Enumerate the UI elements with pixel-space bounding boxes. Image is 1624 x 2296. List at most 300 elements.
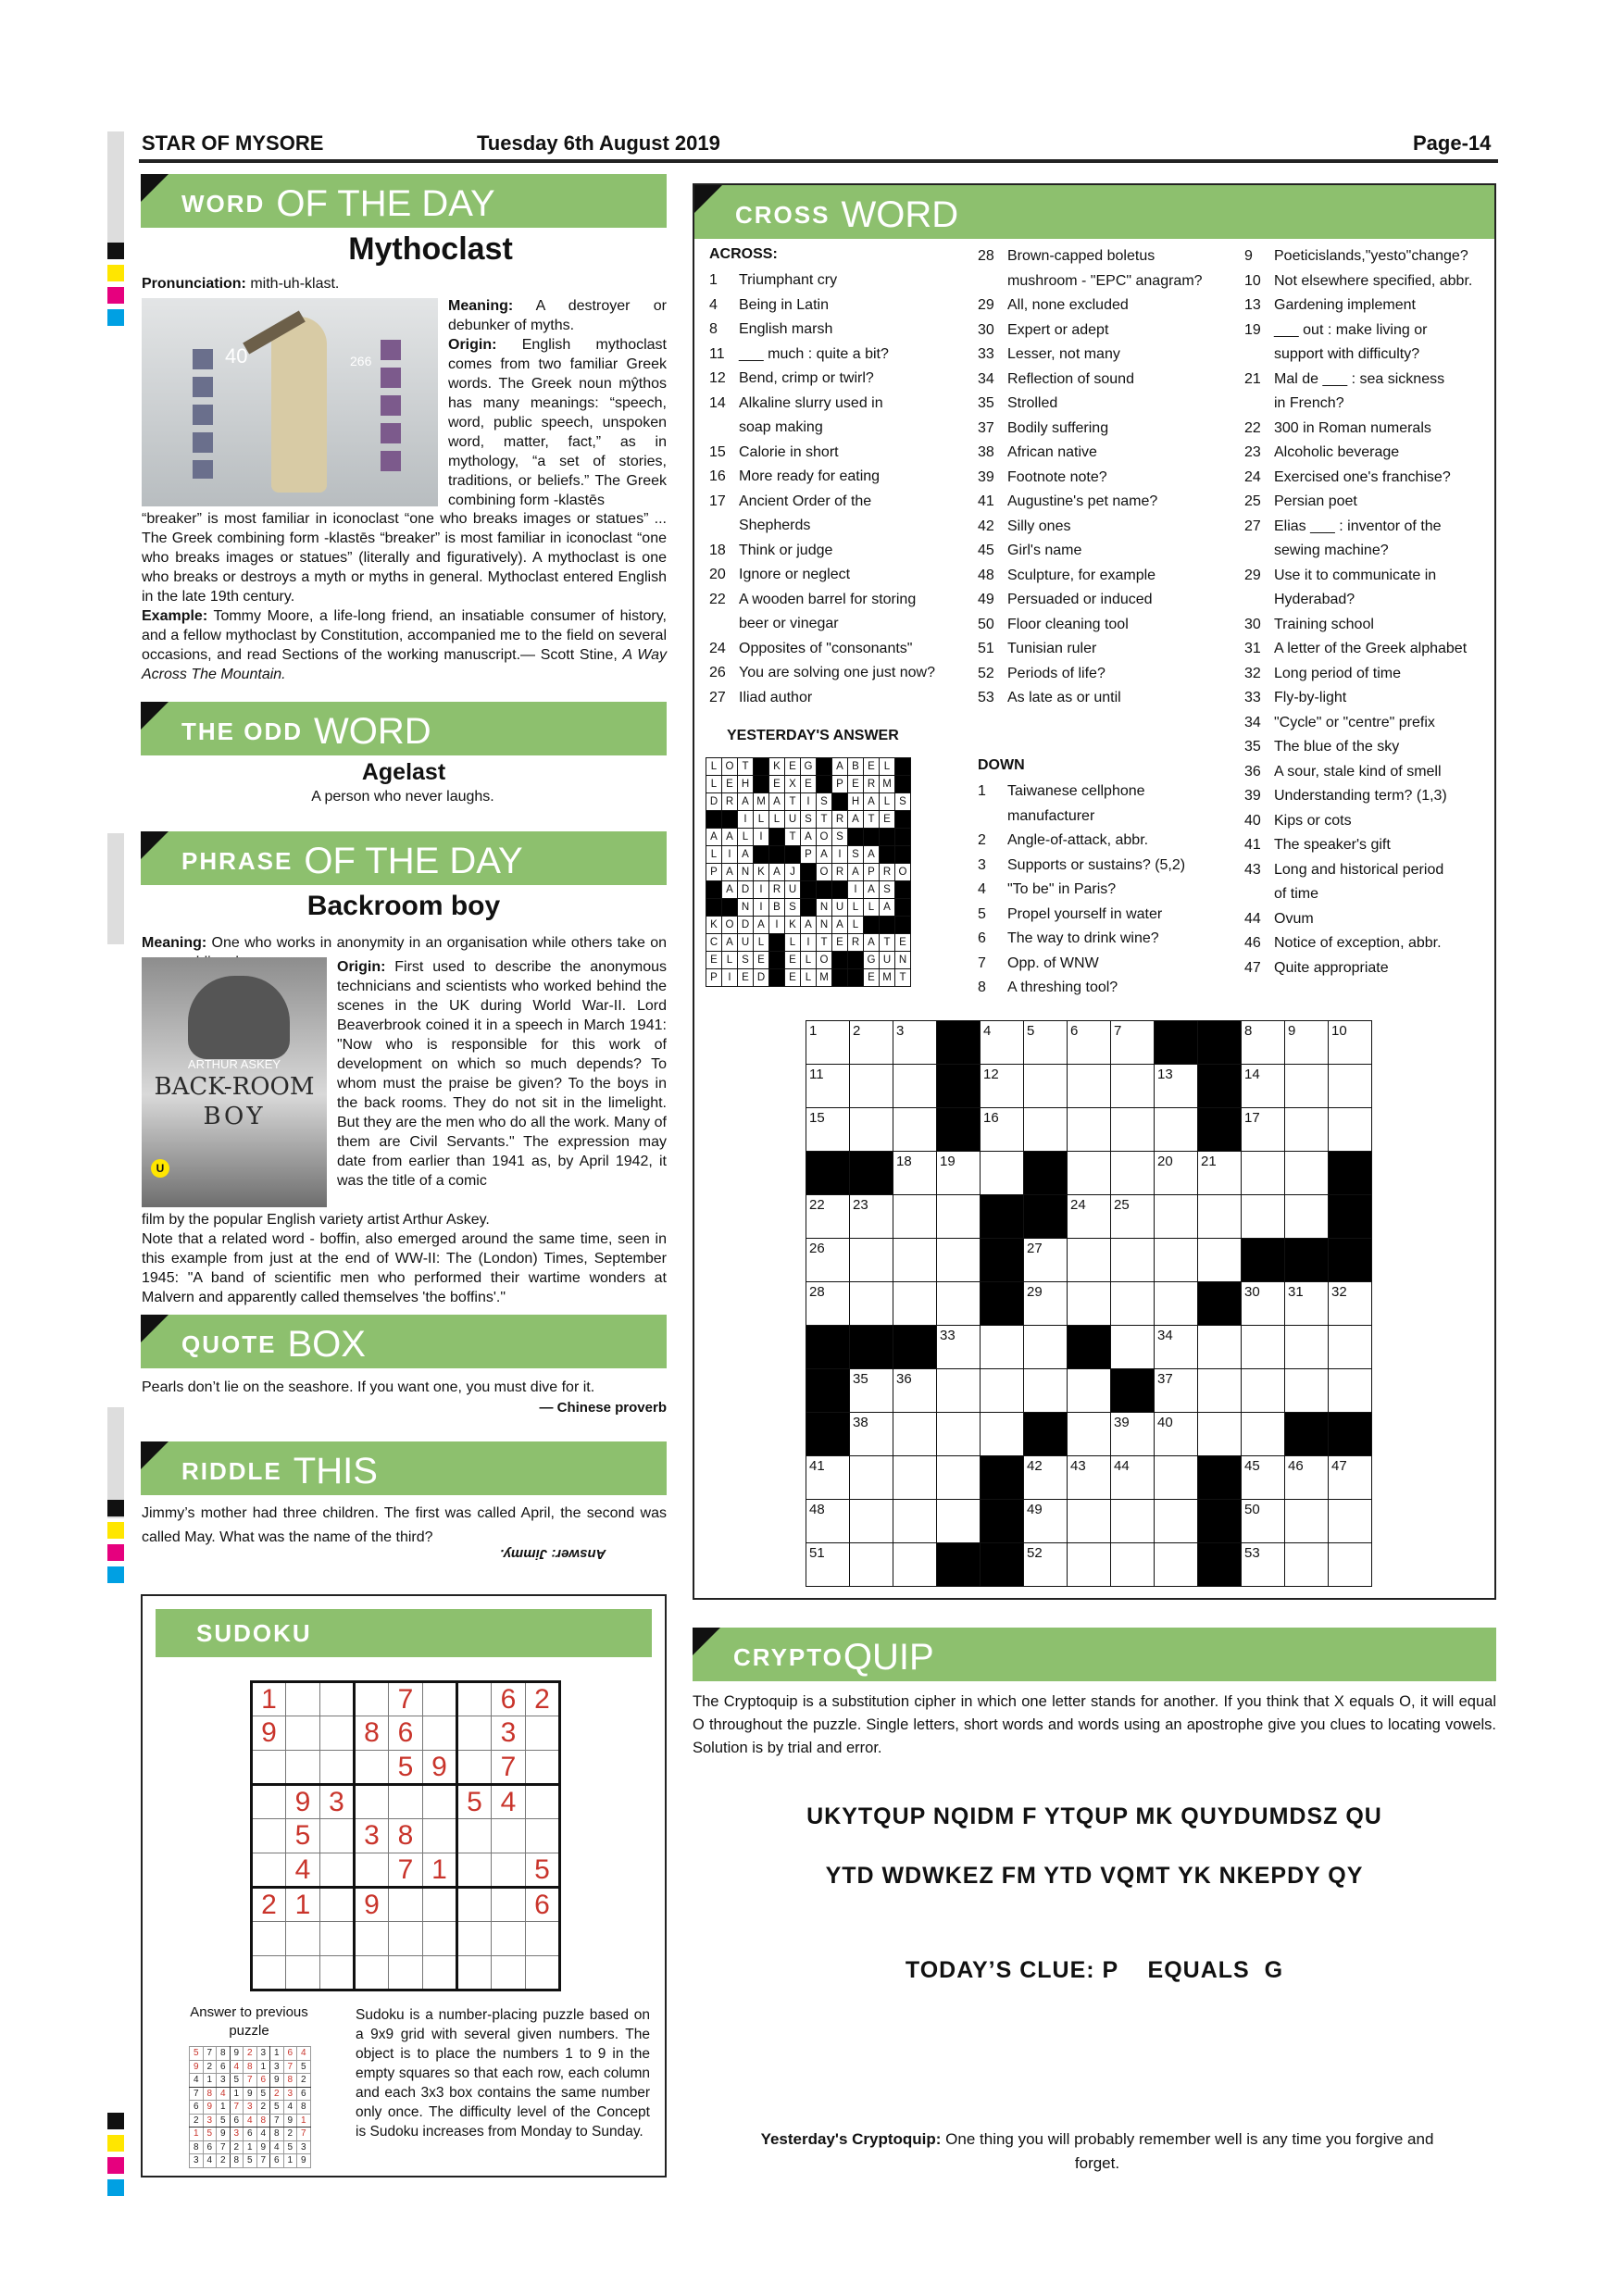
paper-name: STAR OF MYSORE bbox=[142, 131, 324, 155]
crossword-cell[interactable] bbox=[1285, 1152, 1329, 1195]
sudoku-cell[interactable] bbox=[286, 1956, 320, 1990]
sudoku-cell[interactable] bbox=[355, 1956, 389, 1990]
sudoku-answer-cell: 3 bbox=[244, 2101, 257, 2115]
sudoku-cell[interactable] bbox=[423, 1922, 457, 1956]
crossword-cell[interactable]: 22 bbox=[806, 1195, 850, 1239]
crossword-cell[interactable]: 8 bbox=[1242, 1021, 1285, 1065]
sudoku-cell[interactable]: 7 bbox=[389, 1853, 423, 1888]
crossword-cell[interactable]: 23 bbox=[850, 1195, 893, 1239]
crossword-black-cell bbox=[850, 1326, 893, 1369]
crossword-cell[interactable]: 32 bbox=[1329, 1282, 1372, 1326]
crossword-cell[interactable] bbox=[1329, 1065, 1372, 1108]
clue-text: Footnote note? bbox=[1007, 468, 1107, 485]
crossword-cell[interactable]: 12 bbox=[981, 1065, 1024, 1108]
crossword-cell[interactable] bbox=[1242, 1413, 1285, 1456]
sudoku-cell[interactable] bbox=[252, 1922, 286, 1956]
crossword-cell[interactable] bbox=[1068, 1369, 1111, 1413]
clue-text: A sour, stale kind of smell bbox=[1274, 763, 1442, 780]
crossword-cell[interactable] bbox=[1068, 1152, 1111, 1195]
sudoku-cell[interactable]: 6 bbox=[526, 1888, 560, 1922]
sudoku-cell[interactable]: 5 bbox=[389, 1751, 423, 1785]
power-level-label: 40 bbox=[225, 344, 248, 368]
crossword-cell[interactable]: 36 bbox=[893, 1369, 937, 1413]
crossword-cell[interactable]: 50 bbox=[1242, 1500, 1285, 1543]
sudoku-cell[interactable]: 7 bbox=[389, 1682, 423, 1716]
crossword-cell[interactable]: 21 bbox=[1198, 1152, 1242, 1195]
crossword-cell[interactable] bbox=[981, 1369, 1024, 1413]
answer-cell: A bbox=[754, 917, 769, 934]
sudoku-cell[interactable]: 5 bbox=[286, 1819, 320, 1853]
crossword-cell[interactable]: 18 bbox=[893, 1152, 937, 1195]
banner-corner bbox=[141, 831, 169, 859]
crossword-cell[interactable] bbox=[937, 1369, 981, 1413]
clue-text: Lesser, not many bbox=[1007, 346, 1120, 362]
crossword-cell[interactable] bbox=[893, 1108, 937, 1152]
sudoku-cell[interactable]: 9 bbox=[286, 1785, 320, 1819]
crossword-cell[interactable] bbox=[850, 1239, 893, 1282]
crossword-cell[interactable]: 47 bbox=[1329, 1456, 1372, 1500]
answer-cell: I bbox=[754, 899, 769, 917]
clue-continuation bbox=[1244, 343, 1472, 368]
sudoku-answer-cell: 7 bbox=[256, 2154, 270, 2168]
sudoku-cell[interactable] bbox=[252, 1853, 286, 1888]
crossword-cell[interactable]: 29 bbox=[1024, 1282, 1068, 1326]
sudoku-cell[interactable]: 3 bbox=[492, 1716, 526, 1751]
crossword-cell[interactable]: 40 bbox=[1155, 1413, 1198, 1456]
crossword-cell[interactable] bbox=[1024, 1369, 1068, 1413]
sudoku-cell[interactable] bbox=[252, 1819, 286, 1853]
crossword-cell[interactable] bbox=[1242, 1152, 1285, 1195]
crossword-clue bbox=[978, 903, 1185, 928]
clue-number: 4 bbox=[978, 881, 986, 897]
clue-number: 21 bbox=[1244, 370, 1261, 387]
crossword-black-cell bbox=[981, 1239, 1024, 1282]
banner-large-text: THIS bbox=[293, 1451, 378, 1491]
sudoku-answer-cell: 6 bbox=[297, 2087, 311, 2101]
crossword-cell[interactable]: 24 bbox=[1068, 1195, 1111, 1239]
answer-black-cell bbox=[895, 776, 911, 793]
crossword-cell[interactable] bbox=[1198, 1195, 1242, 1239]
sudoku-answer-cell: 5 bbox=[244, 2154, 257, 2168]
crossword-cell[interactable] bbox=[1111, 1543, 1155, 1587]
example-source: A Way Across The Mountain. bbox=[142, 647, 668, 682]
icon-column-right bbox=[381, 340, 401, 479]
crossword-cell[interactable] bbox=[937, 1195, 981, 1239]
crossword-cell[interactable] bbox=[850, 1282, 893, 1326]
crossword-cell[interactable] bbox=[1198, 1239, 1242, 1282]
sudoku-cell[interactable] bbox=[492, 1922, 526, 1956]
crossword-clue bbox=[1244, 318, 1472, 343]
crossword-cell[interactable] bbox=[937, 1413, 981, 1456]
sudoku-cell[interactable] bbox=[389, 1888, 423, 1922]
banner-corner bbox=[141, 1315, 169, 1342]
crossword-cell[interactable] bbox=[1329, 1369, 1372, 1413]
crossword-cell[interactable] bbox=[1242, 1195, 1285, 1239]
crossword-clue bbox=[709, 539, 935, 564]
crossword-cell[interactable]: 35 bbox=[850, 1369, 893, 1413]
crossword-cell[interactable] bbox=[893, 1413, 937, 1456]
sudoku-cell[interactable]: 6 bbox=[389, 1716, 423, 1751]
sudoku-cell[interactable] bbox=[320, 1853, 355, 1888]
clue-text: beer or vinegar bbox=[739, 616, 839, 631]
sudoku-cell[interactable] bbox=[492, 1819, 526, 1853]
crossword-cell[interactable] bbox=[1111, 1282, 1155, 1326]
crossword-cell[interactable] bbox=[1155, 1239, 1198, 1282]
answer-cell: E bbox=[706, 952, 722, 969]
sudoku-cell[interactable] bbox=[286, 1716, 320, 1751]
crossword-cell[interactable]: 38 bbox=[850, 1413, 893, 1456]
crossword-cell[interactable] bbox=[1155, 1195, 1198, 1239]
crossword-cell[interactable]: 42 bbox=[1024, 1456, 1068, 1500]
crossword-clue bbox=[1244, 515, 1472, 540]
sudoku-cell[interactable]: 2 bbox=[252, 1888, 286, 1922]
crossword-cell[interactable]: 41 bbox=[806, 1456, 850, 1500]
crossword-cell[interactable] bbox=[1111, 1326, 1155, 1369]
banner-small-text: THE ODD bbox=[181, 718, 303, 745]
crossword-cell[interactable] bbox=[1155, 1500, 1198, 1543]
crossword-cell[interactable]: 30 bbox=[1242, 1282, 1285, 1326]
crossword-cell[interactable] bbox=[1285, 1108, 1329, 1152]
crossword-clue bbox=[709, 293, 935, 318]
crossword-cell[interactable]: 17 bbox=[1242, 1108, 1285, 1152]
sudoku-cell[interactable] bbox=[252, 1751, 286, 1785]
origin-label: Origin: bbox=[448, 337, 497, 353]
sudoku-cell[interactable]: 7 bbox=[492, 1751, 526, 1785]
sudoku-cell[interactable] bbox=[355, 1922, 389, 1956]
crossword-cell[interactable] bbox=[1068, 1543, 1111, 1587]
crossword-cell[interactable] bbox=[1242, 1369, 1285, 1413]
crossword-cell[interactable] bbox=[893, 1543, 937, 1587]
sudoku-cell[interactable]: 2 bbox=[526, 1682, 560, 1716]
sudoku-cell[interactable] bbox=[389, 1785, 423, 1819]
sudoku-cell[interactable] bbox=[423, 1819, 457, 1853]
sudoku-cell[interactable] bbox=[320, 1682, 355, 1716]
crossword-cell[interactable] bbox=[850, 1456, 893, 1500]
sudoku-cell[interactable] bbox=[423, 1716, 457, 1751]
crossword-cell[interactable]: 4 bbox=[981, 1021, 1024, 1065]
crossword-cell[interactable] bbox=[893, 1456, 937, 1500]
crossword-cell[interactable]: 25 bbox=[1111, 1195, 1155, 1239]
answer-cell: G bbox=[864, 952, 880, 969]
sudoku-grid[interactable] bbox=[250, 1680, 561, 1991]
crossword-clue bbox=[709, 686, 935, 711]
cryptoquip-clue: TODAY’S CLUE: P EQUALS G bbox=[905, 1957, 1284, 1983]
clue-text: Tunisian ruler bbox=[1007, 641, 1097, 656]
clue-continuation bbox=[709, 514, 935, 539]
clue-text: The way to drink wine? bbox=[1007, 930, 1159, 946]
crossword-cell[interactable] bbox=[893, 1500, 937, 1543]
crossword-cell[interactable] bbox=[1155, 1456, 1198, 1500]
sudoku-answer-cell: 6 bbox=[203, 2140, 217, 2154]
sudoku-cell[interactable]: 9 bbox=[252, 1716, 286, 1751]
sudoku-cell[interactable] bbox=[457, 1922, 492, 1956]
clue-number: 18 bbox=[709, 542, 726, 558]
sudoku-cell[interactable] bbox=[526, 1956, 560, 1990]
answer-cell: M bbox=[880, 776, 895, 793]
crossword-cell[interactable]: 15 bbox=[806, 1108, 850, 1152]
sudoku-answer-cell: 5 bbox=[230, 2074, 244, 2088]
crossword-clue bbox=[709, 490, 935, 515]
crossword-cell[interactable]: 10 bbox=[1329, 1021, 1372, 1065]
sudoku-cell[interactable] bbox=[320, 1956, 355, 1990]
sudoku-cell[interactable] bbox=[355, 1751, 389, 1785]
crossword-clue bbox=[1244, 809, 1472, 834]
crossword-cell[interactable] bbox=[981, 1413, 1024, 1456]
yesterday-cryptoquip-text: One thing you will probably remember well is any time you forgive and forget. bbox=[941, 2130, 1434, 2172]
crossword-cell[interactable]: 48 bbox=[806, 1500, 850, 1543]
crossword-cell[interactable] bbox=[1198, 1413, 1242, 1456]
clue-number: 45 bbox=[978, 543, 994, 558]
sudoku-cell[interactable] bbox=[526, 1785, 560, 1819]
sudoku-cell[interactable] bbox=[252, 1785, 286, 1819]
answer-black-cell bbox=[754, 846, 769, 864]
crossword-clue bbox=[978, 417, 1203, 442]
crossword-clue bbox=[709, 268, 935, 293]
crossword-cell[interactable]: 2 bbox=[850, 1021, 893, 1065]
crossword-cell[interactable]: 7 bbox=[1111, 1021, 1155, 1065]
sudoku-cell[interactable] bbox=[457, 1819, 492, 1853]
banner-large-text: OF THE DAY bbox=[304, 841, 523, 881]
sudoku-cell[interactable] bbox=[423, 1785, 457, 1819]
sudoku-cell[interactable]: 1 bbox=[423, 1853, 457, 1888]
sudoku-cell[interactable] bbox=[457, 1751, 492, 1785]
sudoku-cell[interactable]: 3 bbox=[320, 1785, 355, 1819]
sudoku-cell[interactable] bbox=[286, 1922, 320, 1956]
crossword-cell[interactable]: 27 bbox=[1024, 1239, 1068, 1282]
sudoku-answer-cell: 3 bbox=[297, 2140, 311, 2154]
sudoku-cell[interactable]: 1 bbox=[286, 1888, 320, 1922]
answer-cell: L bbox=[706, 758, 722, 776]
clue-text: Notice of exception, abbr. bbox=[1274, 935, 1442, 951]
sudoku-cell[interactable] bbox=[320, 1922, 355, 1956]
crossword-cell[interactable] bbox=[1024, 1326, 1068, 1369]
clue-number: 5 bbox=[978, 905, 986, 922]
sudoku-cell[interactable]: 5 bbox=[457, 1785, 492, 1819]
crossword-cell[interactable] bbox=[1285, 1195, 1329, 1239]
crossword-cell[interactable]: 53 bbox=[1242, 1543, 1285, 1587]
clue-continuation bbox=[709, 416, 935, 441]
crossword-cell[interactable]: 49 bbox=[1024, 1500, 1068, 1543]
sudoku-cell[interactable] bbox=[492, 1888, 526, 1922]
sudoku-cell[interactable] bbox=[457, 1853, 492, 1888]
crossword-cell[interactable]: 34 bbox=[1155, 1326, 1198, 1369]
answer-cell: I bbox=[754, 881, 769, 899]
crossword-cell[interactable]: 3 bbox=[893, 1021, 937, 1065]
answer-black-cell bbox=[895, 917, 911, 934]
sudoku-cell[interactable] bbox=[389, 1956, 423, 1990]
crossword-cell[interactable] bbox=[1068, 1282, 1111, 1326]
crossword-cell[interactable]: 52 bbox=[1024, 1543, 1068, 1587]
crossword-cell[interactable] bbox=[893, 1239, 937, 1282]
answer-cell: U bbox=[738, 934, 754, 952]
crossword-cell[interactable]: 46 bbox=[1285, 1456, 1329, 1500]
crossword-cell[interactable]: 9 bbox=[1285, 1021, 1329, 1065]
registration-bar-top bbox=[107, 131, 124, 243]
sudoku-cell[interactable] bbox=[492, 1956, 526, 1990]
sudoku-cell[interactable] bbox=[526, 1716, 560, 1751]
crossword-cell[interactable] bbox=[1285, 1500, 1329, 1543]
crossword-cell[interactable] bbox=[1198, 1326, 1242, 1369]
crossword-cell[interactable] bbox=[937, 1282, 981, 1326]
clue-text: Ovum bbox=[1274, 910, 1314, 927]
crossword-black-cell bbox=[937, 1065, 981, 1108]
answer-cell: B bbox=[848, 758, 864, 776]
crossword-cell[interactable] bbox=[1329, 1543, 1372, 1587]
crossword-cell[interactable]: 5 bbox=[1024, 1021, 1068, 1065]
registration-mark bbox=[107, 2113, 124, 2129]
crossword-cell[interactable] bbox=[1198, 1369, 1242, 1413]
crossword-cell[interactable] bbox=[937, 1456, 981, 1500]
crossword-cell[interactable] bbox=[937, 1239, 981, 1282]
crossword-cell[interactable]: 1 bbox=[806, 1021, 850, 1065]
crossword-cell[interactable]: 43 bbox=[1068, 1456, 1111, 1500]
sudoku-cell[interactable] bbox=[526, 1819, 560, 1853]
crossword-cell[interactable]: 6 bbox=[1068, 1021, 1111, 1065]
sudoku-cell[interactable] bbox=[320, 1751, 355, 1785]
sudoku-cell[interactable]: 8 bbox=[389, 1819, 423, 1853]
crossword-cell[interactable] bbox=[893, 1282, 937, 1326]
crossword-cell[interactable] bbox=[1242, 1326, 1285, 1369]
clue-text: A letter of the Greek alphabet bbox=[1274, 641, 1468, 656]
banner-small-text: SUDOKU bbox=[196, 1619, 312, 1647]
sudoku-answer-cell: 8 bbox=[244, 2060, 257, 2074]
crossword-cell[interactable] bbox=[1111, 1239, 1155, 1282]
light-level-label: 266 bbox=[350, 354, 372, 368]
sudoku-cell[interactable] bbox=[423, 1682, 457, 1716]
sudoku-cell[interactable] bbox=[320, 1888, 355, 1922]
crossword-cell[interactable] bbox=[981, 1152, 1024, 1195]
sudoku-cell[interactable] bbox=[492, 1853, 526, 1888]
crossword-cell[interactable]: 39 bbox=[1111, 1413, 1155, 1456]
sudoku-cell[interactable] bbox=[457, 1716, 492, 1751]
crossword-cell[interactable] bbox=[1111, 1065, 1155, 1108]
sudoku-cell[interactable] bbox=[457, 1956, 492, 1990]
crossword-cell[interactable] bbox=[1111, 1152, 1155, 1195]
riddle-banner bbox=[141, 1441, 667, 1495]
crossword-cell[interactable]: 19 bbox=[937, 1152, 981, 1195]
answer-cell: E bbox=[880, 811, 895, 829]
sudoku-cell[interactable]: 4 bbox=[286, 1853, 320, 1888]
crossword-cell[interactable] bbox=[1068, 1500, 1111, 1543]
clue-number: 44 bbox=[1244, 910, 1261, 927]
registration-mark bbox=[107, 1544, 124, 1561]
clue-number: 12 bbox=[709, 370, 726, 386]
sudoku-cell[interactable] bbox=[286, 1682, 320, 1716]
crossword-cell[interactable] bbox=[1285, 1543, 1329, 1587]
crossword-cell[interactable]: 44 bbox=[1111, 1456, 1155, 1500]
crossword-cell[interactable] bbox=[1068, 1413, 1111, 1456]
clue-number: 35 bbox=[1244, 739, 1261, 755]
sudoku-cell[interactable]: 9 bbox=[355, 1888, 389, 1922]
crossword-cell[interactable] bbox=[1111, 1108, 1155, 1152]
crossword-cell[interactable] bbox=[1155, 1108, 1198, 1152]
crossword-cell[interactable]: 16 bbox=[981, 1108, 1024, 1152]
crossword-cell[interactable]: 20 bbox=[1155, 1152, 1198, 1195]
sudoku-cell[interactable] bbox=[423, 1956, 457, 1990]
crossword-cell[interactable] bbox=[850, 1065, 893, 1108]
crossword-cell[interactable] bbox=[1285, 1065, 1329, 1108]
crossword-black-cell bbox=[1024, 1195, 1068, 1239]
sudoku-cell[interactable] bbox=[355, 1785, 389, 1819]
sudoku-cell[interactable] bbox=[252, 1956, 286, 1990]
riddle-answer-upside-down: Answer: Jimmy. bbox=[500, 1546, 606, 1562]
crossword-cell[interactable] bbox=[1068, 1108, 1111, 1152]
sudoku-cell[interactable] bbox=[389, 1922, 423, 1956]
crossword-cell[interactable] bbox=[850, 1500, 893, 1543]
sudoku-answer-grid bbox=[189, 2046, 311, 2168]
crossword-cell[interactable] bbox=[1329, 1326, 1372, 1369]
sudoku-answer-cell: 5 bbox=[190, 2047, 204, 2061]
crossword-cell[interactable] bbox=[1111, 1500, 1155, 1543]
sudoku-cell[interactable] bbox=[526, 1922, 560, 1956]
crossword-cell[interactable] bbox=[893, 1195, 937, 1239]
crossword-grid[interactable] bbox=[806, 1020, 1372, 1587]
sudoku-cell[interactable] bbox=[355, 1682, 389, 1716]
sudoku-cell[interactable]: 9 bbox=[423, 1751, 457, 1785]
crossword-cell[interactable]: 37 bbox=[1155, 1369, 1198, 1413]
crossword-cell[interactable] bbox=[1024, 1065, 1068, 1108]
crossword-cell[interactable] bbox=[850, 1108, 893, 1152]
sudoku-cell[interactable]: 8 bbox=[355, 1716, 389, 1751]
crossword-cell[interactable] bbox=[893, 1065, 937, 1108]
crossword-cell[interactable] bbox=[981, 1326, 1024, 1369]
riddle-text: Jimmy’s mother had three children. The first was called April, the second was called May. What was the name of the third? bbox=[142, 1505, 667, 1545]
crossword-cell[interactable] bbox=[1155, 1282, 1198, 1326]
sudoku-cell[interactable] bbox=[457, 1682, 492, 1716]
crossword-cell[interactable]: 11 bbox=[806, 1065, 850, 1108]
sudoku-cell[interactable]: 3 bbox=[355, 1819, 389, 1853]
crossword-cell[interactable]: 28 bbox=[806, 1282, 850, 1326]
crossword-cell[interactable] bbox=[1068, 1239, 1111, 1282]
sudoku-cell[interactable]: 5 bbox=[526, 1853, 560, 1888]
crossword-cell[interactable] bbox=[1068, 1065, 1111, 1108]
sudoku-cell[interactable] bbox=[457, 1888, 492, 1922]
crossword-cell[interactable]: 26 bbox=[806, 1239, 850, 1282]
sudoku-cell[interactable] bbox=[320, 1716, 355, 1751]
sudoku-cell[interactable] bbox=[526, 1751, 560, 1785]
crossword-cell[interactable] bbox=[1285, 1369, 1329, 1413]
sudoku-cell[interactable] bbox=[286, 1751, 320, 1785]
crossword-cell[interactable] bbox=[1329, 1108, 1372, 1152]
sudoku-answer-cell: 9 bbox=[244, 2087, 257, 2101]
crossword-cell[interactable] bbox=[1285, 1326, 1329, 1369]
crossword-cell[interactable] bbox=[1329, 1500, 1372, 1543]
answer-black-cell bbox=[895, 846, 911, 864]
crossword-cell[interactable] bbox=[850, 1543, 893, 1587]
crossword-cell[interactable]: 14 bbox=[1242, 1065, 1285, 1108]
sudoku-cell[interactable]: 1 bbox=[252, 1682, 286, 1716]
sudoku-cell[interactable]: 6 bbox=[492, 1682, 526, 1716]
crossword-cell[interactable] bbox=[1155, 1543, 1198, 1587]
crossword-cell[interactable]: 13 bbox=[1155, 1065, 1198, 1108]
sudoku-cell[interactable] bbox=[320, 1819, 355, 1853]
crossword-cell[interactable]: 31 bbox=[1285, 1282, 1329, 1326]
sudoku-cell[interactable] bbox=[423, 1888, 457, 1922]
crossword-cell[interactable]: 45 bbox=[1242, 1456, 1285, 1500]
clue-text: The speaker's gift bbox=[1274, 837, 1391, 853]
sudoku-cell[interactable]: 4 bbox=[492, 1785, 526, 1819]
sudoku-answer-cell: 9 bbox=[283, 2114, 297, 2128]
crossword-cell[interactable]: 33 bbox=[937, 1326, 981, 1369]
clue-text: Opposites of "consonants" bbox=[739, 640, 913, 656]
crossword-cell[interactable] bbox=[937, 1500, 981, 1543]
answer-cell: M bbox=[754, 793, 769, 811]
answer-cell: A bbox=[706, 829, 722, 846]
crossword-clue bbox=[709, 367, 935, 392]
crossword-cell[interactable] bbox=[1024, 1108, 1068, 1152]
crossword-cell[interactable]: 51 bbox=[806, 1543, 850, 1587]
sudoku-cell[interactable] bbox=[355, 1853, 389, 1888]
